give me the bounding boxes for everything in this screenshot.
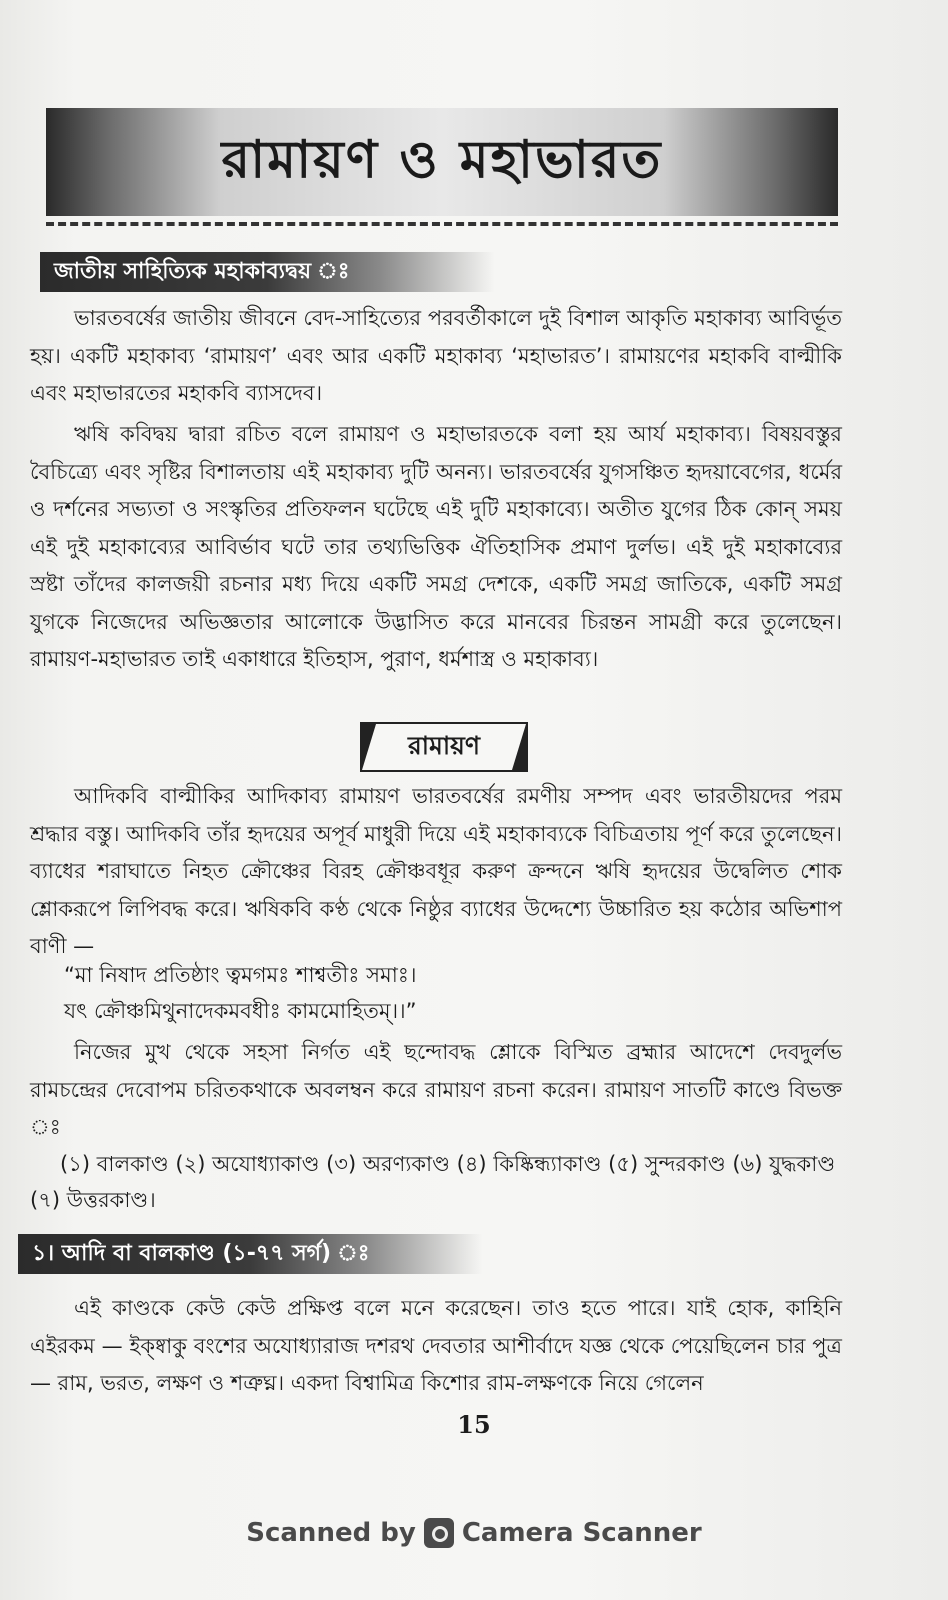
intro-paragraph-2: ঋষি কবিদ্বয় দ্বারা রচিত বলে রামায়ণ ও মহাভারতকে বলা হয় আর্য মহাকাব্য। বিষয়বস্তুর বৈচিত্র্যে এবং সৃষ্টির বিশালতায় এই মহাকাব্য দুটি অনন্য। ভারতবর্ষের যুগসঞ্চিত হৃদয়াবেগের, ধর্মের ও দর্শনের সভ্যতা ও সংস্কৃতির প্রতিফলন ঘটেছে এই দুটি মহাকাব্যে। অতীত যুগের ঠিক কোন্ সময় এই দুই মহাকাব্যের আবির্ভাব ঘটে তার তথ্যভিত্তিক ঐতিহাসিক প্রমাণ দুর্লভ। এই দুই মহাকাব্যের স্রষ্টা তাঁদের কালজয়ী রচনার মধ্য দিয়ে একটি সমগ্র দেশকে, একটি সমগ্র জাতিকে, একটি সমগ্র যুগকে নিজেদের অভিজ্ঞতার আলোকে উদ্ভাসিত করে মানবের চিরন্তন সামগ্রী করে তুলেছেন। রামায়ণ-মহাভারত তাই একাধারে ইতিহাস, পুরাণ, ধর্মশাস্ত্র ও মহাকাব্য। (30, 422, 842, 671)
ramayan-paragraph-1: আদিকবি বাল্মীকির আদিকাব্য রামায়ণ ভারতবর্ষের রমণীয় সম্পদ এবং ভারতীয়দের পরম শ্রদ্ধার বস্তু। আদিকবি তাঁর হৃদয়ের অপূর্ব মাধুরী দিয়ে এই মহাকাব্যকে বিচিত্রতায় পূর্ণ করে তুলেছেন। ব্যাধের শরাঘাতে নিহত ক্রৌঞ্চের বিরহ ক্রৌঞ্চবধূর করুণ ক্রন্দনে ঋষি হৃদয়ের উদ্বেলিত শোক শ্লোকরূপে লিপিবদ্ধ করে। ঋষিকবি কণ্ঠ থেকে নিষ্ঠুর ব্যাধের উদ্দেশ্যে উচ্চারিত হয় কঠোর অভিশাপ বাণী — (30, 784, 842, 958)
balakanda-paragraph: এই কাণ্ডকে কেউ কেউ প্রক্ষিপ্ত বলে মনে করেছেন। তাও হতে পারে। যাই হোক, কাহিনি এইরকম — ইক্ষ্বাকু বংশের অযোধ্যারাজ দশরথ দেবতার আশীর্বাদে যজ্ঞ থেকে পেয়েছিলেন চার পুত্র — রাম, ভরত, লক্ষণ ও শত্রুঘ্ন। একদা বিশ্বামিত্র কিশোর রাম-লক্ষণকে নিয়ে গেলেন (30, 1296, 842, 1395)
section-heading-label: জাতীয় সাহিত্যিক মহাকাব্যদ্বয় ঃ (54, 258, 350, 284)
page-number: 15 (457, 1410, 491, 1439)
title-divider (46, 222, 838, 230)
ramayan-paragraph-2: নিজের মুখ থেকে সহসা নির্গত এই ছন্দোবদ্ধ শ্লোকে বিস্মিত ব্রহ্মার আদেশে দেবদুর্লভ রামচন্দ্রের দেবোপম চরিতকথাকে অবলম্বন করে রামায়ণ রচনা করেন। রামায়ণ সাতটি কাণ্ডে বিভক্ত ঃ (30, 1040, 842, 1139)
ramayan-heading: রামায়ণ (408, 730, 480, 760)
camera-icon (424, 1518, 454, 1548)
intro-paragraph-1: ভারতবর্ষের জাতীয় জীবনে বেদ-সাহিত্যের পরবর্তীকালে দুই বিশাল আকৃতি মহাকাব্য আবির্ভূত হয়। একটি মহাকাব্য ‘রামায়ণ’ এবং আর একটি মহাকাব্য ‘মহাভারত’। রামায়ণের মহাকবি বাল্মীকি এবং মহাভারতের মহাকবি ব্যাসদেব। (30, 306, 842, 405)
kanda-list: (১) বালকাণ্ড (২) অযোধ্যাকাণ্ড (৩) অরণ্যকাণ্ড (৪) কিষ্কিন্ধ্যাকাণ্ড (৫) সুন্দরকাণ্ড (৬) যুদ্ধকাণ্ড (৭) উত্তরকাণ্ড। (30, 1152, 836, 1212)
section-heading-national-epics (40, 252, 494, 292)
verse-line-2: যৎ ক্রৌঞ্চমিথুনাদেকমবধীঃ কামমোহিতম্।।” (64, 999, 417, 1023)
scanner-suffix: Camera Scanner (461, 1518, 702, 1548)
ramayan-heading-box (360, 722, 528, 772)
verse-line-1: “মা নিষাদ প্রতিষ্ঠাং ত্বমগমঃ শাশ্বতীঃ সমাঃ। (64, 963, 417, 987)
section-heading-balakanda (18, 1234, 482, 1274)
scanner-prefix: Scanned by (246, 1518, 416, 1548)
scanner-watermark (0, 1518, 948, 1548)
chapter-title-band (46, 108, 838, 216)
chapter-title: রামায়ণ ও মহাভারত (221, 128, 663, 190)
section-heading-label: ১। আদি বা বালকাণ্ড (১-৭৭ সর্গ) ঃ (32, 1240, 370, 1266)
